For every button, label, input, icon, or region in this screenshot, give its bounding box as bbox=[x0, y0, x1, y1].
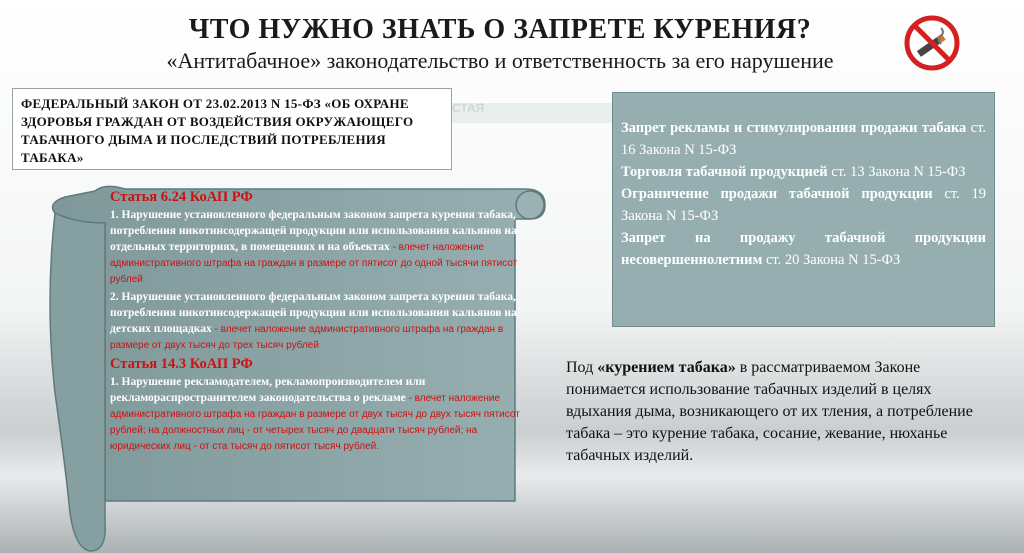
law-title-box: ФЕДЕРАЛЬНЫЙ ЗАКОН ОТ 23.02.2013 N 15-ФЗ «ОБ ОХРАНЕ ЗДОРОВЬЯ ГРАЖДАН ОТ ВОЗДЕЙСТВИЯ ОКРУЖАЮЩЕГО ТАБАЧНОГО ДЫМА И ПОСЛЕДСТВИЙ ПОТРЕБЛЕНИЯ ТАБАКА» bbox=[12, 88, 452, 170]
restriction-item bbox=[621, 117, 986, 161]
page-subtitle: «Антитабачное» законодательство и ответственность за его нарушение bbox=[166, 48, 834, 73]
no-smoking-icon bbox=[903, 14, 961, 72]
scroll-content bbox=[110, 188, 520, 456]
article-624-part1-penalty: - влечет наложение административного штрафа на граждан в размере от пятисот до одной тысячи пятисот рублей bbox=[110, 242, 518, 285]
article-143-title: Статья 14.3 КоАП РФ bbox=[110, 356, 253, 372]
article-143-part1-text: 1. Нарушение рекламодателем, рекламопроизводителем или рекламораспространителем законодательства о рекламе bbox=[110, 376, 426, 404]
restriction-ref: ст. 20 Закона N 15-ФЗ bbox=[762, 252, 901, 268]
article-624-title: Статья 6.24 КоАП РФ bbox=[110, 189, 253, 205]
restriction-ref: ст. 19 Закона N 15-ФЗ bbox=[621, 186, 986, 224]
restriction-title: Запрет на продажу табачной продукции несовершеннолетним bbox=[621, 230, 986, 268]
restriction-title: Торговля табачной продукцией bbox=[621, 164, 828, 180]
smoking-definition bbox=[566, 357, 986, 467]
definition-prefix: Под bbox=[566, 359, 598, 376]
article-624-part1-text: 1. Нарушение установленного федеральным законом запрета курения табака, потребления никотинсодержащей продукции или использования кальянов на отдельных территориях, в помещениях и на объектах bbox=[110, 209, 517, 253]
article-624-part2-text: 2. Нарушение установленного федеральным законом запрета курения табака, потребления никотинсодержащей продукции или использования кальянов на детских площадках bbox=[110, 291, 517, 335]
definition-term: «курением табака» bbox=[597, 359, 736, 376]
article-624-part1 bbox=[110, 207, 520, 287]
restriction-ref: ст. 13 Закона N 15-ФЗ bbox=[827, 164, 966, 180]
restriction-item bbox=[621, 227, 986, 271]
restrictions-box bbox=[612, 92, 995, 327]
article-143-part1-penalty: - влечет наложение административного штрафа на граждан в размере от двух тысяч до двух тысяч пятисот рублей; на должностных лиц - от четырех тысяч до двадцати тысяч рублей; на юридических лиц - от ста тысяч до пятисот тысяч рублей. bbox=[110, 393, 520, 452]
connector-label: СТАЯ bbox=[452, 101, 485, 115]
article-624-part2-penalty: - влечет наложение административного штрафа на граждан в размере от двух тысяч до трех тысяч рублей bbox=[110, 324, 504, 351]
restriction-item bbox=[621, 161, 986, 183]
restriction-title: Ограничение продажи табачной продукции bbox=[621, 186, 933, 202]
restriction-item bbox=[621, 183, 986, 227]
article-143-part1 bbox=[110, 374, 520, 454]
page-title: ЧТО НУЖНО ЗНАТЬ О ЗАПРЕТЕ КУРЕНИЯ? bbox=[188, 14, 812, 45]
definition-body: в рассматриваемом Законе понимается использование табачных изделий в целях вдыхания дыма, возникающего от их тления, а потребление табака – это курение табака, сосание, жевание, нюханье табачных изделий. bbox=[566, 359, 973, 464]
restriction-title: Запрет рекламы и стимулирования продажи табака bbox=[621, 120, 967, 136]
restriction-ref: ст. 16 Закона N 15-ФЗ bbox=[621, 120, 986, 158]
article-624-part2 bbox=[110, 289, 520, 353]
